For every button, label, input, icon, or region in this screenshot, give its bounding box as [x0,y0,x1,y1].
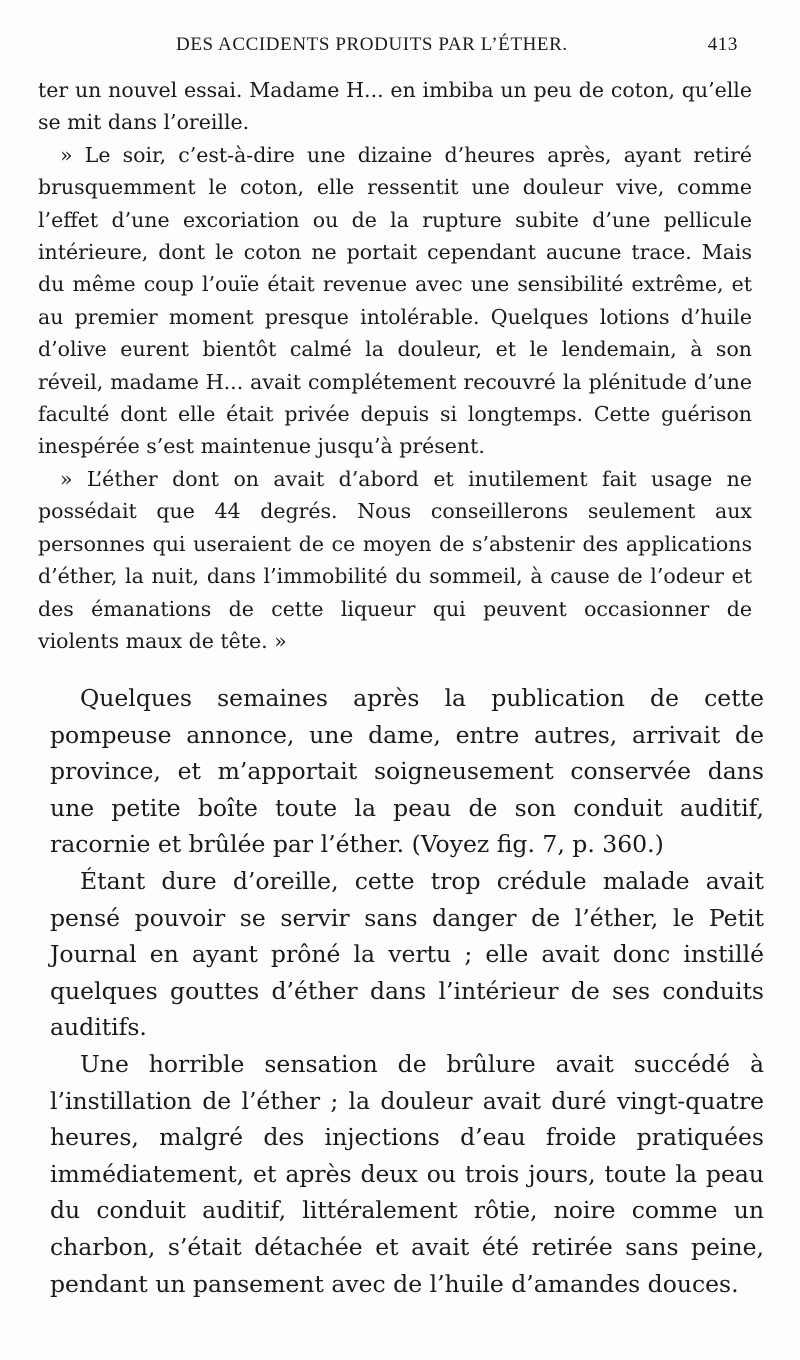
body-paragraph: Quelques semaines après la publication de cette pompeuse annonce, une dame, entre autres, arrivait de province, et m’apportait soigneusement conservée dans une petite boîte toute la peau de son conduit auditif, racornie et brûlée par l’éther. (Voyez fig. 7, p. 360.) [50,684,764,859]
page-number: 413 [707,34,738,55]
quote-paragraph: » Le soir, c’est-à-dire une dizaine d’heures après, ayant retiré brusquemment le coton, elle ressentit une douleur vive, comme l’effet d’une excoriation ou de la rupture subite d’une pellicule intérieure, dont le coton ne portait cependant aucune trace. Mais du même coup l’ouïe était revenue avec une sensibilité extrême, et au premier moment presque intolérable. Quelques lotions d’huile d’olive eurent bientôt calmé la douleur, et le lendemain, à son réveil, madame H... avait complétement recouvré la plénitude d’une faculté dont elle était privée depuis si longtemps. Cette guérison inespérée s’est maintenue jusqu’à présent. [38,142,752,459]
running-header [176,34,738,62]
main-text [50,680,764,1302]
body-paragraph: Étant dure d’oreille, cette trop crédule malade avait pensé pouvoir se servir sans danger de l’éther, le Petit Journal en ayant prôné la vertu ; elle avait donc instillé quelques gouttes d’éther dans l’intérieur de ses conduits auditifs. [50,866,764,1042]
quote-paragraph: » L’éther dont on avait d’abord et inutilement fait usage ne possédait que 44 degrés. Nous conseillerons seulement aux personnes qui useraient de ce moyen de s’abstenir des applications d’éther, la nuit, dans l’immobilité du sommeil, à cause de l’odeur et des émanations de cette liqueur qui peuvent occasionner de violents maux de tête. » [38,466,752,653]
running-title: DES ACCIDENTS PRODUITS PAR L’ÉTHER. [176,34,568,55]
quote-paragraph: ter un nouvel essai. Madame H... en imbiba un peu de coton, qu’elle se mit dans l’oreille. [38,78,752,135]
body-paragraph: Une horrible sensation de brûlure avait succédé à l’instillation de l’éther ; la douleur avait duré vingt-quatre heures, malgré des injections d’eau froide pratiquées immédiatement, et après deux ou trois jours, toute la peau du conduit auditif, littéralement rôtie, noire comme un charbon, s’était détachée et avait été retirée sans peine, pendant un pansement avec de l’huile d’amandes douces. [50,1049,764,1298]
quoted-passage [38,74,752,657]
